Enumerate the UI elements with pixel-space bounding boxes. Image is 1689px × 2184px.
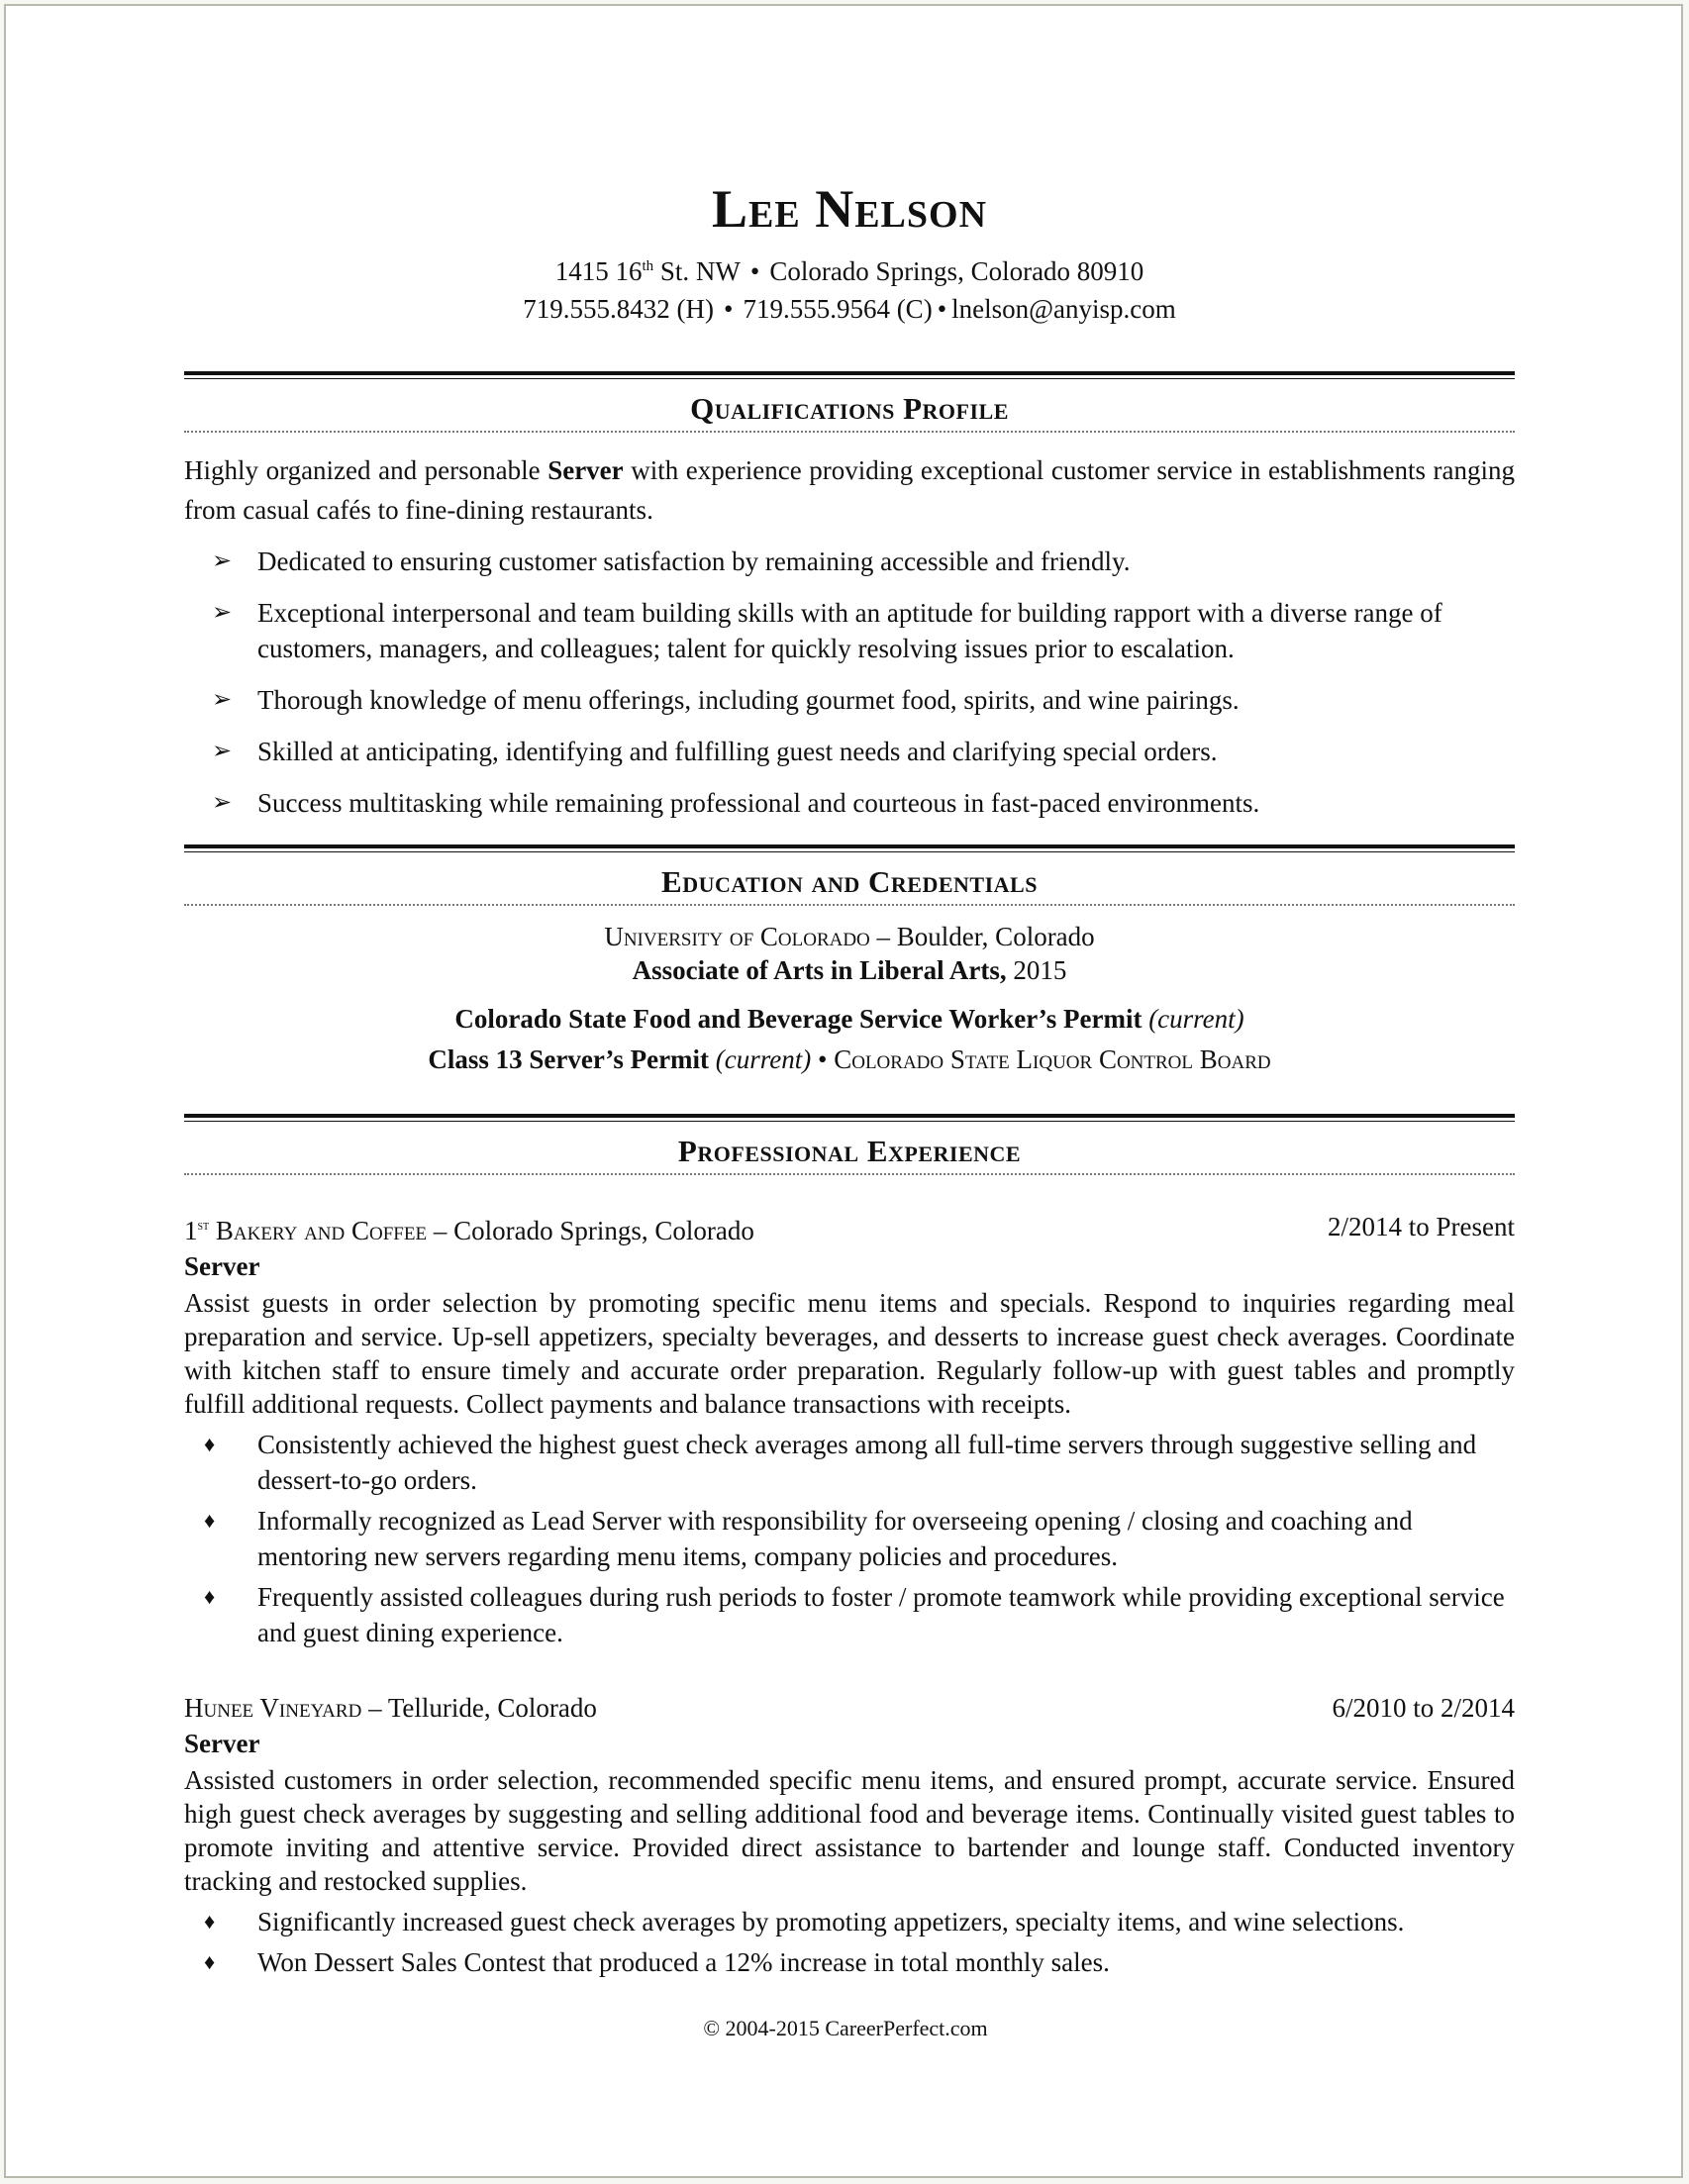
job-title: Server — [184, 1729, 260, 1758]
diamond-icon: ♦ — [204, 1949, 216, 1974]
achievement-list — [184, 1427, 1515, 1650]
employer-number: 1 — [184, 1216, 198, 1245]
education-title: Education and Credentials — [661, 864, 1038, 899]
intro-text: Highly organized and personable — [184, 455, 541, 485]
list-item-text: Exceptional interpersonal and team building skills with an aptitude for building rapport with a diverse range of customers, managers, and colleagues; talent for quickly resolving issues prior to escalation. — [257, 598, 1442, 663]
job-header — [184, 1209, 1515, 1248]
employer-location: – Colorado Springs, Colorado — [427, 1216, 754, 1245]
school-line — [184, 920, 1515, 953]
section-rule — [184, 844, 1515, 852]
job-header — [184, 1690, 1515, 1726]
list-item-text: Informally recognized as Lead Server with responsibility for overseeing opening / closing and coaching and mentoring new servers regarding menu items, company policies and procedures. — [257, 1506, 1413, 1571]
permit-issuer: Colorado State Liquor Control Board — [834, 1044, 1271, 1074]
permit-line-2 — [184, 1040, 1515, 1080]
list-item — [184, 785, 1515, 821]
intro-text-end: with experience providing exceptional customer service in establishments ranging from casual cafés to fine-dining restaurants. — [184, 455, 1516, 525]
dotted-divider — [184, 431, 1515, 433]
degree-line — [184, 953, 1515, 987]
degree-year: 2015 — [1006, 955, 1067, 985]
diamond-icon: ♦ — [204, 1584, 216, 1609]
degree-name: Associate of Arts in Liberal Arts, — [632, 955, 1007, 985]
list-item-text: Significantly increased guest check averages by promoting appetizers, specialty items, and wine selections. — [257, 1907, 1405, 1936]
arrowhead-icon: ➢ — [212, 687, 233, 713]
list-item — [184, 734, 1515, 769]
address-sup: th — [642, 258, 654, 274]
diamond-icon: ♦ — [204, 1909, 216, 1934]
dotted-divider — [184, 904, 1515, 906]
list-item-text: Frequently assisted colleagues during rush periods to foster / promote teamwork while providing exceptional service and guest dining experience. — [257, 1582, 1505, 1647]
permit-name: Class 13 Server’s Permit — [428, 1044, 710, 1074]
permit-status: (current) — [715, 1044, 812, 1074]
experience-title: Professional Experience — [677, 1134, 1022, 1168]
list-item — [184, 1904, 1515, 1939]
bullet-dot: • — [749, 256, 760, 286]
bullet-dot: • — [723, 294, 734, 324]
school-name: University of Colorado — [604, 922, 870, 951]
list-item — [184, 544, 1515, 579]
list-item — [184, 595, 1515, 666]
section-rule — [184, 371, 1515, 379]
copyright-footer: © 2004-2015 CareerPerfect.com — [703, 2016, 988, 2040]
employer-name: Bakery and Coffee — [209, 1216, 428, 1245]
list-item-text: Dedicated to ensuring customer satisfaction by remaining accessible and friendly. — [257, 546, 1131, 576]
section-rule — [184, 1114, 1515, 1122]
employer-line — [184, 1690, 597, 1726]
employer-line — [184, 1209, 754, 1248]
dotted-divider — [184, 1173, 1515, 1175]
achievement-list — [184, 1904, 1515, 1980]
list-item — [184, 1503, 1515, 1574]
address-number: 1415 16 — [554, 256, 643, 286]
list-item-text: Won Dessert Sales Contest that produced a 12% increase in total monthly sales. — [257, 1947, 1110, 1977]
qualifications-intro — [184, 450, 1515, 530]
arrowhead-icon: ➢ — [212, 739, 233, 764]
home-phone: 719.555.8432 (H) — [523, 294, 714, 324]
phone-email-line — [184, 290, 1515, 328]
bullet-dot: • — [937, 294, 947, 324]
email-link[interactable]: lnelson@anyisp.com — [951, 294, 1176, 324]
candidate-name: Lee Nelson — [711, 179, 988, 239]
diamond-icon: ♦ — [204, 1508, 216, 1533]
job-description: Assisted customers in order selection, recommended specific menu items, and ensured prompt, accurate service. Ensured high guest check averages by suggesting and selling additional food and beverage items. Continually visited guest tables to promote inviting and attentive service. Provided direct assistance to bartender and lounge staff. Conducted inventory tracking and restocked supplies. — [184, 1765, 1515, 1896]
list-item — [184, 1944, 1515, 1980]
job-dates: 6/2010 to 2/2014 — [1332, 1693, 1515, 1723]
permit-line-1 — [184, 999, 1515, 1040]
qualifications-title: Qualifications Profile — [690, 391, 1009, 426]
permit-status: (current) — [1148, 1004, 1244, 1034]
arrowhead-icon: ➢ — [212, 600, 233, 626]
address-street: St. NW — [653, 256, 741, 286]
list-item-text: Skilled at anticipating, identifying and fulfilling guest needs and clarifying special orders. — [257, 737, 1218, 766]
arrowhead-icon: ➢ — [212, 790, 233, 816]
list-item-text: Consistently achieved the highest guest check averages among all full-time servers through suggestive selling and dessert-to-go orders. — [257, 1430, 1477, 1495]
list-item — [184, 1579, 1515, 1650]
list-item-text: Thorough knowledge of menu offerings, including gourmet food, spirits, and wine pairings. — [257, 685, 1240, 715]
diamond-icon: ♦ — [204, 1432, 216, 1456]
address-line — [184, 248, 1515, 290]
job-description: Assist guests in order selection by promoting specific menu items and specials. Respond to inquiries regarding meal preparation and service. Up-sell appetizers, specialty beverages, and desserts to increase guest check averages. Coordinate with kitchen staff to ensure timely and accurate order preparation. Regularly follow-up with guest tables and promptly fulfill additional requests. Collect payments and balance transactions with receipts. — [184, 1288, 1515, 1419]
employer-location: – Telluride, Colorado — [361, 1693, 597, 1723]
employer-sup: st — [197, 1219, 210, 1234]
permit-name: Colorado State Food and Beverage Service Worker’s Permit — [454, 1004, 1143, 1034]
employer-name: Hunee Vineyard — [184, 1693, 362, 1723]
school-location: – Boulder, Colorado — [869, 922, 1095, 951]
job-dates: 2/2014 to Present — [1328, 1212, 1515, 1241]
list-item — [184, 1427, 1515, 1498]
intro-bold: Server — [547, 455, 624, 485]
list-item-text: Success multitasking while remaining professional and courteous in fast-paced environments. — [257, 788, 1260, 818]
qualifications-list — [184, 544, 1515, 821]
job-title: Server — [184, 1251, 260, 1281]
list-item — [184, 682, 1515, 718]
resume-content — [184, 174, 1515, 1985]
arrowhead-icon: ➢ — [212, 548, 233, 574]
bullet-dot: • — [818, 1044, 828, 1074]
resume-page — [4, 4, 1683, 2178]
cell-phone: 719.555.9564 (C) — [743, 294, 933, 324]
address-city: Colorado Springs, Colorado 80910 — [769, 256, 1144, 286]
